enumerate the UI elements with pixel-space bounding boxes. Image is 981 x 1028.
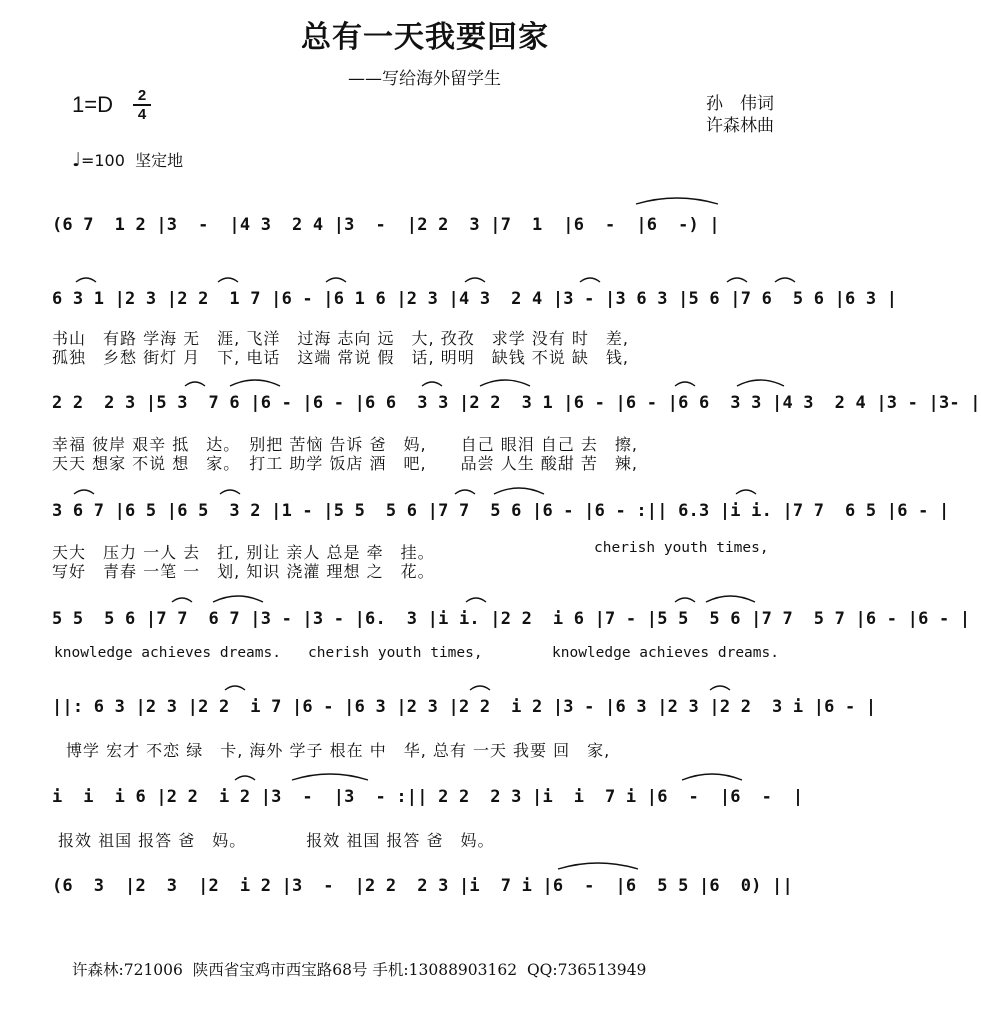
- song-title: 总有一天我要回家: [301, 20, 549, 55]
- song-subtitle: ——写给海外留学生: [348, 69, 501, 89]
- notation-line: 2 2 2 3 |5 3 7 6 |6 - |6 - |6 6 3 3 |2 2 3 1 |6 - |6 - |6 6 3 3 |4 3 2 4 |3 - |3- |: [52, 393, 981, 413]
- lyric-line-verse1: 幸福 彼岸 艰辛 抵 达。 别把 苦恼 告诉 爸 妈, 自己 眼泪 自己 去 擦,: [52, 435, 638, 454]
- lyricist-credit: 孙 伟词: [706, 94, 774, 114]
- lyric-line-verse1: 报效 祖国 报答 爸 妈。 报效 祖国 报答 爸 妈。: [58, 831, 495, 850]
- notation-line: ||: 6 3 |2 3 |2 2 i 7 |6 - |6 3 |2 3 |2 2 i 2 |3 - |6 3 |2 3 |2 2 3 i |6 - |: [52, 697, 877, 717]
- credits: [706, 93, 774, 137]
- notation-line: 6 3 1 |2 3 |2 2 1 7 |6 - |6 1 6 |2 3 |4 3 2 4 |3 - |3 6 3 |5 6 |7 6 5 6 |6 3 |: [52, 289, 898, 309]
- tempo-value: =100: [80, 151, 125, 170]
- score-line-3: [52, 386, 981, 420]
- lyric-line-verse2: 写好 青春 一笔 一 划, 知识 浇灌 理想 之 花。: [52, 562, 435, 581]
- time-signature-top: 2: [137, 87, 147, 104]
- contact-footer: 许森林:721006 陕西省宝鸡市西宝路68号 手机:13088903162 QQ:736513949: [72, 961, 647, 979]
- english-lyric: cherish youth times,: [308, 645, 483, 661]
- expression-marking: 坚定地: [135, 151, 184, 170]
- notation-line: i i i 6 |2 2 i 2 |3 - |3 - :|| 2 2 2 3 |i i 7 i |6 - |6 - |: [52, 787, 804, 807]
- lyric-line-verse1: 博学 宏才 不恋 绿 卡, 海外 学子 根在 中 华, 总有 一天 我要 回 家,: [66, 741, 611, 760]
- score-line-1: [52, 208, 808, 242]
- lyric-line-verse2: 孤独 乡愁 街灯 月 下, 电话 这端 常说 假 话, 明明 缺钱 不说 缺 钱,: [52, 348, 629, 367]
- english-lyric: knowledge achieves dreams.: [54, 645, 281, 661]
- notation-line: (6 3 |2 3 |2 i 2 |3 - |2 2 2 3 |i 7 i |6 - |6 5 5 |6 0) ||: [52, 876, 793, 896]
- time-signature: [133, 88, 151, 122]
- tempo-marking: [72, 148, 183, 171]
- score-line-8: [52, 869, 808, 903]
- score-line-7: [52, 780, 808, 814]
- key-signature: 1=D: [72, 92, 113, 117]
- score-line-5: [52, 602, 971, 636]
- notation-line: (6 7 1 2 |3 - |4 3 2 4 |3 - |2 2 3 |7 1 |6 - |6 -) |: [52, 215, 720, 235]
- notation-line: 3 6 7 |6 5 |6 5 3 2 |1 - |5 5 5 6 |7 7 5 6 |6 - |6 - :|| 6.3 |i i. |7 7 6 5 |6 - |: [52, 501, 950, 521]
- notation-line: 5 5 5 6 |7 7 6 7 |3 - |3 - |6. 3 |i i. |2 2 i 6 |7 - |5 5 5 6 |7 7 5 7 |6 - |6 - |: [52, 609, 971, 629]
- score-line-2: [52, 282, 898, 316]
- lyric-line-verse2: 天天 想家 不说 想 家。 打工 助学 饭店 酒 吧, 品尝 人生 酸甜 苦 辣,: [52, 454, 638, 473]
- score-line-4: [52, 494, 950, 528]
- quarter-note-icon: ♩: [72, 149, 81, 171]
- english-lyric: cherish youth times,: [594, 540, 769, 556]
- time-signature-bottom: 4: [137, 106, 147, 123]
- tie-slur: [636, 198, 718, 204]
- score-line-6: [52, 690, 877, 724]
- lyric-line-verse1: 天大 压力 一人 去 扛, 别让 亲人 总是 牵 挂。: [52, 543, 435, 562]
- composer-credit: 许森林曲: [706, 116, 774, 136]
- english-lyric: knowledge achieves dreams.: [552, 645, 779, 661]
- lyric-line-verse1: 书山 有路 学海 无 涯, 飞洋 过海 志向 远 大, 孜孜 求学 没有 时 差,: [52, 329, 629, 348]
